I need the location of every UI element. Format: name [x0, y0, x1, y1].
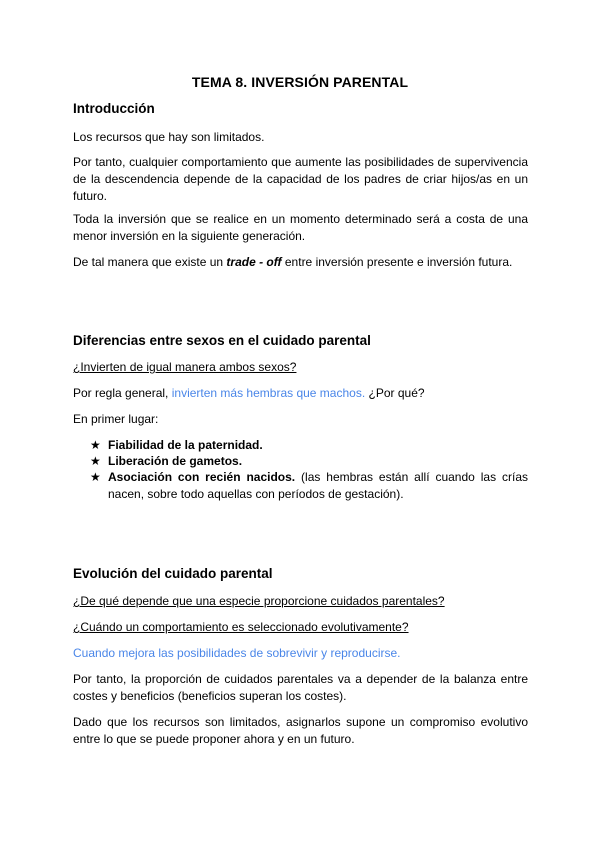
page-title: TEMA 8. INVERSIÓN PARENTAL — [191, 74, 409, 90]
diferencias-question: ¿Invierten de igual manera ambos sexos? — [73, 360, 297, 374]
intro-paragraph-1: Los recursos que hay son limitados. — [73, 130, 265, 144]
bullet-bold: Liberación de gametos. — [108, 454, 243, 468]
intro-paragraph-4 — [73, 254, 528, 271]
evolucion-question-1: ¿De qué depende que una especie proporcione cuidados parentales? — [73, 594, 445, 608]
bullet-text: (las hembras están allí cuando las crías nacen, sobre todo aquellas con períodos de gestación). — [108, 470, 528, 501]
rule-highlight: invierten más hembras que machos. — [171, 386, 366, 400]
diferencias-rule — [73, 385, 528, 402]
evolucion-answer: Cuando mejora las posibilidades de sobrevivir y reproducirse. — [73, 646, 401, 660]
bullet-item — [90, 453, 528, 469]
bullet-bold: Asociación con recién nacidos. — [108, 470, 296, 484]
intro-paragraph-3: Toda la inversión que se realice en un momento determinado será a costa de una menor inversión en la siguiente generación. — [73, 212, 528, 243]
rule-after: ¿Por qué? — [365, 386, 425, 400]
intro-paragraph-2: Por tanto, cualquier comportamiento que aumente las posibilidades de supervivencia de la descendencia depende de la capacidad de los padres de criar hijos/as en un futuro. — [73, 155, 528, 203]
star-bullet-icon: ★ — [90, 438, 101, 452]
evolucion-paragraph-2: Dado que los recursos son limitados, asignarlos supone un compromiso evolutivo entre lo que se puede proponer ahora y en un futuro. — [73, 715, 528, 746]
rule-before: Por regla general, — [73, 386, 172, 400]
star-bullet-icon: ★ — [90, 470, 101, 484]
evolucion-question-2: ¿Cuándo un comportamiento es seleccionado evolutivamente? — [73, 620, 409, 634]
star-bullet-icon: ★ — [90, 454, 101, 468]
section-heading-evolucion: Evolución del cuidado parental — [73, 566, 273, 581]
diferencias-bullet-list — [90, 437, 528, 503]
section-heading-diferencias: Diferencias entre sexos en el cuidado parental — [73, 333, 371, 348]
bullet-bold: Fiabilidad de la paternidad. — [108, 438, 263, 452]
diferencias-first: En primer lugar: — [73, 412, 159, 426]
intro-p4-after: entre inversión presente e inversión futura. — [281, 255, 513, 269]
trade-off-term: trade - off — [226, 255, 282, 269]
bullet-item — [90, 469, 528, 503]
evolucion-paragraph-1: Por tanto, la proporción de cuidados parentales va a depender de la balanza entre costes y beneficios (beneficios superan los costes). — [73, 672, 528, 703]
section-heading-intro: Introducción — [73, 101, 155, 116]
intro-p4-before: De tal manera que existe un — [73, 255, 227, 269]
bullet-item — [90, 437, 528, 453]
